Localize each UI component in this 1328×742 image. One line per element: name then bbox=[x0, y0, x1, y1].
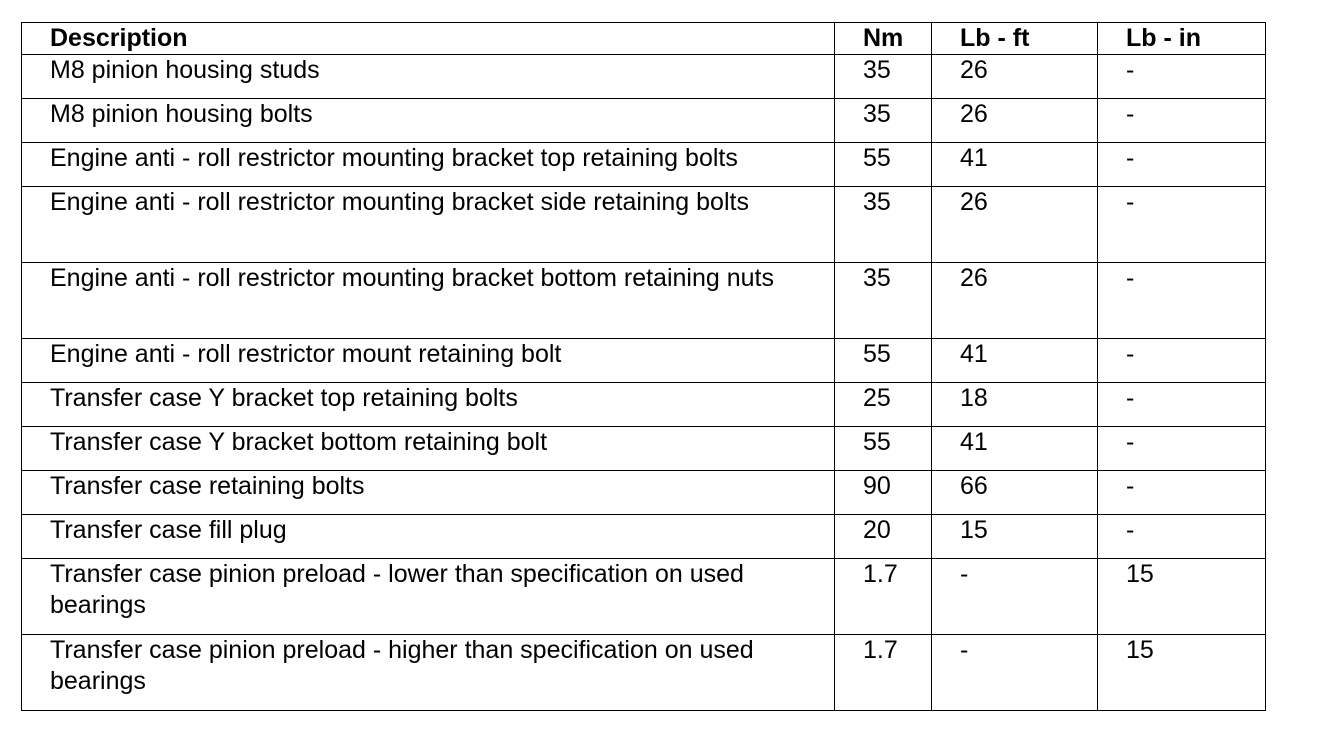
cell-description: Engine anti - roll restrictor mount retaining bolt bbox=[22, 339, 835, 383]
cell-description: Transfer case fill plug bbox=[22, 515, 835, 559]
cell-lb-ft: 66 bbox=[932, 471, 1098, 515]
table-row bbox=[22, 635, 1266, 711]
cell-lb-in: - bbox=[1098, 471, 1266, 515]
cell-nm: 35 bbox=[835, 99, 932, 143]
cell-description: Engine anti - roll restrictor mounting bracket top retaining bolts bbox=[22, 143, 835, 187]
cell-nm: 35 bbox=[835, 263, 932, 339]
cell-lb-in: 15 bbox=[1098, 559, 1266, 635]
header-lb-in: Lb - in bbox=[1098, 23, 1266, 55]
torque-spec-table bbox=[21, 22, 1266, 711]
table-row bbox=[22, 383, 1266, 427]
cell-lb-in: - bbox=[1098, 339, 1266, 383]
cell-lb-ft: - bbox=[932, 635, 1098, 711]
table-row bbox=[22, 55, 1266, 99]
cell-lb-ft: 26 bbox=[932, 187, 1098, 263]
cell-description: Engine anti - roll restrictor mounting bracket bottom retaining nuts bbox=[22, 263, 835, 339]
cell-nm: 1.7 bbox=[835, 559, 932, 635]
table-row bbox=[22, 471, 1266, 515]
cell-nm: 55 bbox=[835, 427, 932, 471]
cell-description: Transfer case pinion preload - lower than specification on used bearings bbox=[22, 559, 835, 635]
header-lb-ft: Lb - ft bbox=[932, 23, 1098, 55]
table-row bbox=[22, 187, 1266, 263]
cell-lb-in: - bbox=[1098, 427, 1266, 471]
cell-lb-ft: 41 bbox=[932, 427, 1098, 471]
cell-nm: 35 bbox=[835, 55, 932, 99]
cell-lb-in: - bbox=[1098, 99, 1266, 143]
table-row bbox=[22, 427, 1266, 471]
cell-lb-ft: - bbox=[932, 559, 1098, 635]
cell-description: Transfer case retaining bolts bbox=[22, 471, 835, 515]
cell-lb-ft: 41 bbox=[932, 143, 1098, 187]
cell-description: M8 pinion housing bolts bbox=[22, 99, 835, 143]
table-row bbox=[22, 559, 1266, 635]
cell-lb-in: - bbox=[1098, 263, 1266, 339]
table-row bbox=[22, 143, 1266, 187]
cell-lb-in: - bbox=[1098, 187, 1266, 263]
table-row bbox=[22, 99, 1266, 143]
cell-nm: 35 bbox=[835, 187, 932, 263]
table-row bbox=[22, 263, 1266, 339]
cell-nm: 90 bbox=[835, 471, 932, 515]
cell-nm: 55 bbox=[835, 143, 932, 187]
cell-nm: 25 bbox=[835, 383, 932, 427]
cell-nm: 1.7 bbox=[835, 635, 932, 711]
table-row bbox=[22, 515, 1266, 559]
cell-description: Transfer case Y bracket bottom retaining bolt bbox=[22, 427, 835, 471]
cell-description: Transfer case pinion preload - higher than specification on used bearings bbox=[22, 635, 835, 711]
cell-lb-in: - bbox=[1098, 515, 1266, 559]
header-description: Description bbox=[22, 23, 835, 55]
cell-nm: 20 bbox=[835, 515, 932, 559]
cell-nm: 55 bbox=[835, 339, 932, 383]
cell-lb-in: - bbox=[1098, 55, 1266, 99]
cell-description: Transfer case Y bracket top retaining bolts bbox=[22, 383, 835, 427]
cell-lb-in: - bbox=[1098, 143, 1266, 187]
header-nm: Nm bbox=[835, 23, 932, 55]
cell-description: Engine anti - roll restrictor mounting bracket side retaining bolts bbox=[22, 187, 835, 263]
cell-lb-ft: 26 bbox=[932, 55, 1098, 99]
cell-lb-ft: 18 bbox=[932, 383, 1098, 427]
cell-lb-ft: 26 bbox=[932, 99, 1098, 143]
cell-lb-ft: 15 bbox=[932, 515, 1098, 559]
cell-lb-in: 15 bbox=[1098, 635, 1266, 711]
header-row bbox=[22, 23, 1266, 55]
cell-lb-ft: 26 bbox=[932, 263, 1098, 339]
cell-description: M8 pinion housing studs bbox=[22, 55, 835, 99]
cell-lb-ft: 41 bbox=[932, 339, 1098, 383]
table-row bbox=[22, 339, 1266, 383]
cell-lb-in: - bbox=[1098, 383, 1266, 427]
